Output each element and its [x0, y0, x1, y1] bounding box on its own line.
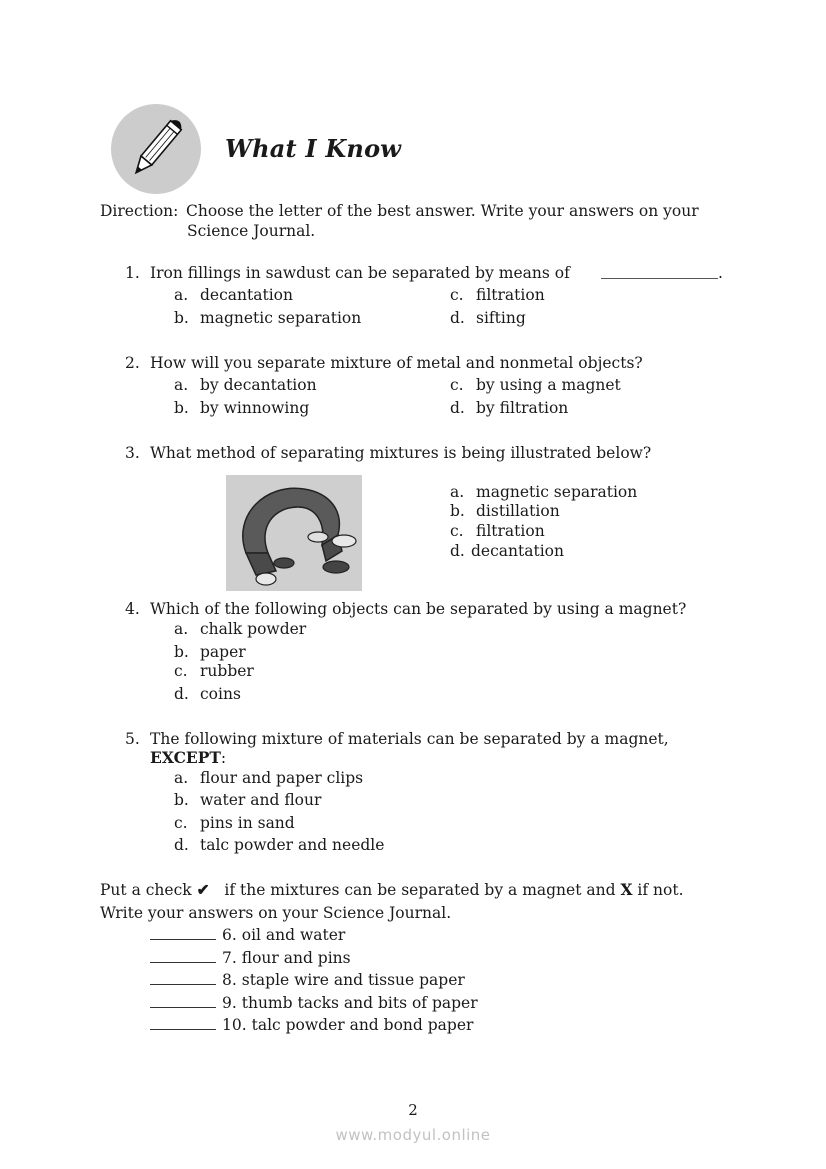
- q2-choice-b-text: by winnowing: [200, 399, 310, 417]
- q2-choice-d-letter: d.: [450, 399, 465, 417]
- item-10-blank: [150, 1029, 216, 1030]
- item-10-text: talc powder and bond paper: [251, 1016, 474, 1034]
- item-9-text: thumb tacks and bits of paper: [241, 994, 478, 1012]
- part2-text-b: if the mixtures can be separated by a magnet and: [224, 881, 616, 899]
- q2-choice-c-text: by using a magnet: [476, 376, 621, 394]
- page-number: 2: [408, 1101, 418, 1119]
- question-5-emphasis-line: [150, 748, 226, 768]
- question-4-text: Which of the following objects can be separated by using a magnet?: [150, 600, 687, 618]
- q5-choice-b-letter: b.: [174, 791, 189, 809]
- q5-choice-b-text: water and flour: [200, 791, 322, 809]
- item-6-blank: [150, 939, 216, 940]
- q2-choice-c-letter: c.: [450, 376, 464, 394]
- except-emphasis: EXCEPT: [150, 748, 221, 767]
- pencil-icon-badge: [111, 104, 201, 194]
- item-6-text: oil and water: [241, 926, 346, 944]
- q3-choice-c-text: filtration: [476, 522, 545, 540]
- q3-choice-d-text: decantation: [471, 542, 564, 560]
- q2-choice-a-text: by decantation: [200, 376, 317, 394]
- q4-choice-d-letter: d.: [174, 685, 189, 703]
- item-7-blank: [150, 962, 216, 963]
- q1-choice-a-text: decantation: [200, 286, 293, 304]
- question-1-period: .: [718, 264, 723, 282]
- question-1-text: Iron fillings in sawdust can be separated by means of: [150, 264, 570, 282]
- part2-text-a: Put a check: [100, 881, 192, 899]
- direction-text-line1: Choose the letter of the best answer. Write your answers on your: [186, 202, 699, 220]
- q5-choice-c-letter: c.: [174, 814, 188, 832]
- question-1-number: 1.: [125, 264, 140, 282]
- item-8: [222, 970, 465, 990]
- item-9-blank: [150, 1007, 216, 1008]
- q1-choice-d-text: sifting: [476, 309, 526, 327]
- q4-choice-b-letter: b.: [174, 643, 189, 661]
- q1-choice-c-text: filtration: [476, 286, 545, 304]
- q5-choice-d-text: talc powder and needle: [200, 836, 385, 854]
- q3-choice-a-text: magnetic separation: [476, 483, 638, 501]
- direction-label: Direction:: [100, 202, 179, 220]
- page-title: What I Know: [225, 134, 402, 163]
- item-9-number: 9.: [222, 994, 237, 1012]
- magnet-icon: [226, 475, 362, 591]
- item-7: [222, 948, 351, 968]
- q4-choice-a-letter: a.: [174, 620, 189, 638]
- check-mark-icon: ✔: [196, 880, 210, 899]
- q5-choice-d-letter: d.: [174, 836, 189, 854]
- q4-choice-d-text: coins: [200, 685, 241, 703]
- q4-choice-c-text: rubber: [200, 662, 254, 680]
- item-8-text: staple wire and tissue paper: [241, 971, 465, 989]
- q1-choice-c-letter: c.: [450, 286, 464, 304]
- direction-text-line2: Science Journal.: [187, 222, 316, 240]
- item-7-text: flour and pins: [241, 949, 351, 967]
- q2-choice-a-letter: a.: [174, 376, 189, 394]
- q1-choice-d-letter: d.: [450, 309, 465, 327]
- part2-text-c: if not.: [637, 881, 684, 899]
- watermark-url: www.modyul.online: [335, 1126, 491, 1144]
- q4-choice-b-text: paper: [200, 643, 246, 661]
- q5-choice-a-text: flour and paper clips: [200, 769, 364, 787]
- item-8-blank: [150, 984, 216, 985]
- part2-instruction-line1: [100, 880, 684, 900]
- q3-choice-c-letter: c.: [450, 522, 464, 540]
- question-2-text: How will you separate mixture of metal and nonmetal objects?: [150, 354, 643, 372]
- q1-choice-b-text: magnetic separation: [200, 309, 362, 327]
- item-10: [222, 1015, 473, 1035]
- q3-choice-b-text: distillation: [476, 502, 560, 520]
- q2-choice-b-letter: b.: [174, 399, 189, 417]
- q2-choice-d-text: by filtration: [476, 399, 569, 417]
- q3-choice-a-letter: a.: [450, 483, 465, 501]
- question-2-number: 2.: [125, 354, 140, 372]
- item-9: [222, 993, 478, 1013]
- pencil-icon: [111, 104, 201, 194]
- question-5-text: The following mixture of materials can be separated by a magnet,: [150, 730, 669, 748]
- except-colon: :: [220, 749, 227, 767]
- part2-instruction-line2: Write your answers on your Science Journal.: [100, 904, 452, 922]
- item-6-number: 6.: [222, 926, 237, 944]
- q5-choice-a-letter: a.: [174, 769, 189, 787]
- question-4-number: 4.: [125, 600, 140, 618]
- item-7-number: 7.: [222, 949, 237, 967]
- q1-choice-a-letter: a.: [174, 286, 189, 304]
- question-3-text: What method of separating mixtures is being illustrated below?: [150, 444, 652, 462]
- horseshoe-magnet-illustration: [226, 475, 362, 591]
- x-mark-icon: X: [620, 880, 633, 899]
- q3-choice-d-letter: d.: [450, 542, 465, 560]
- q4-choice-a-text: chalk powder: [200, 620, 307, 638]
- question-5-number: 5.: [125, 730, 140, 748]
- q4-choice-c-letter: c.: [174, 662, 188, 680]
- q5-choice-c-text: pins in sand: [200, 814, 295, 832]
- question-1-blank: [601, 278, 718, 279]
- question-3-number: 3.: [125, 444, 140, 462]
- q1-choice-b-letter: b.: [174, 309, 189, 327]
- q3-choice-b-letter: b.: [450, 502, 465, 520]
- item-10-number: 10.: [222, 1016, 247, 1034]
- item-6: [222, 925, 345, 945]
- item-8-number: 8.: [222, 971, 237, 989]
